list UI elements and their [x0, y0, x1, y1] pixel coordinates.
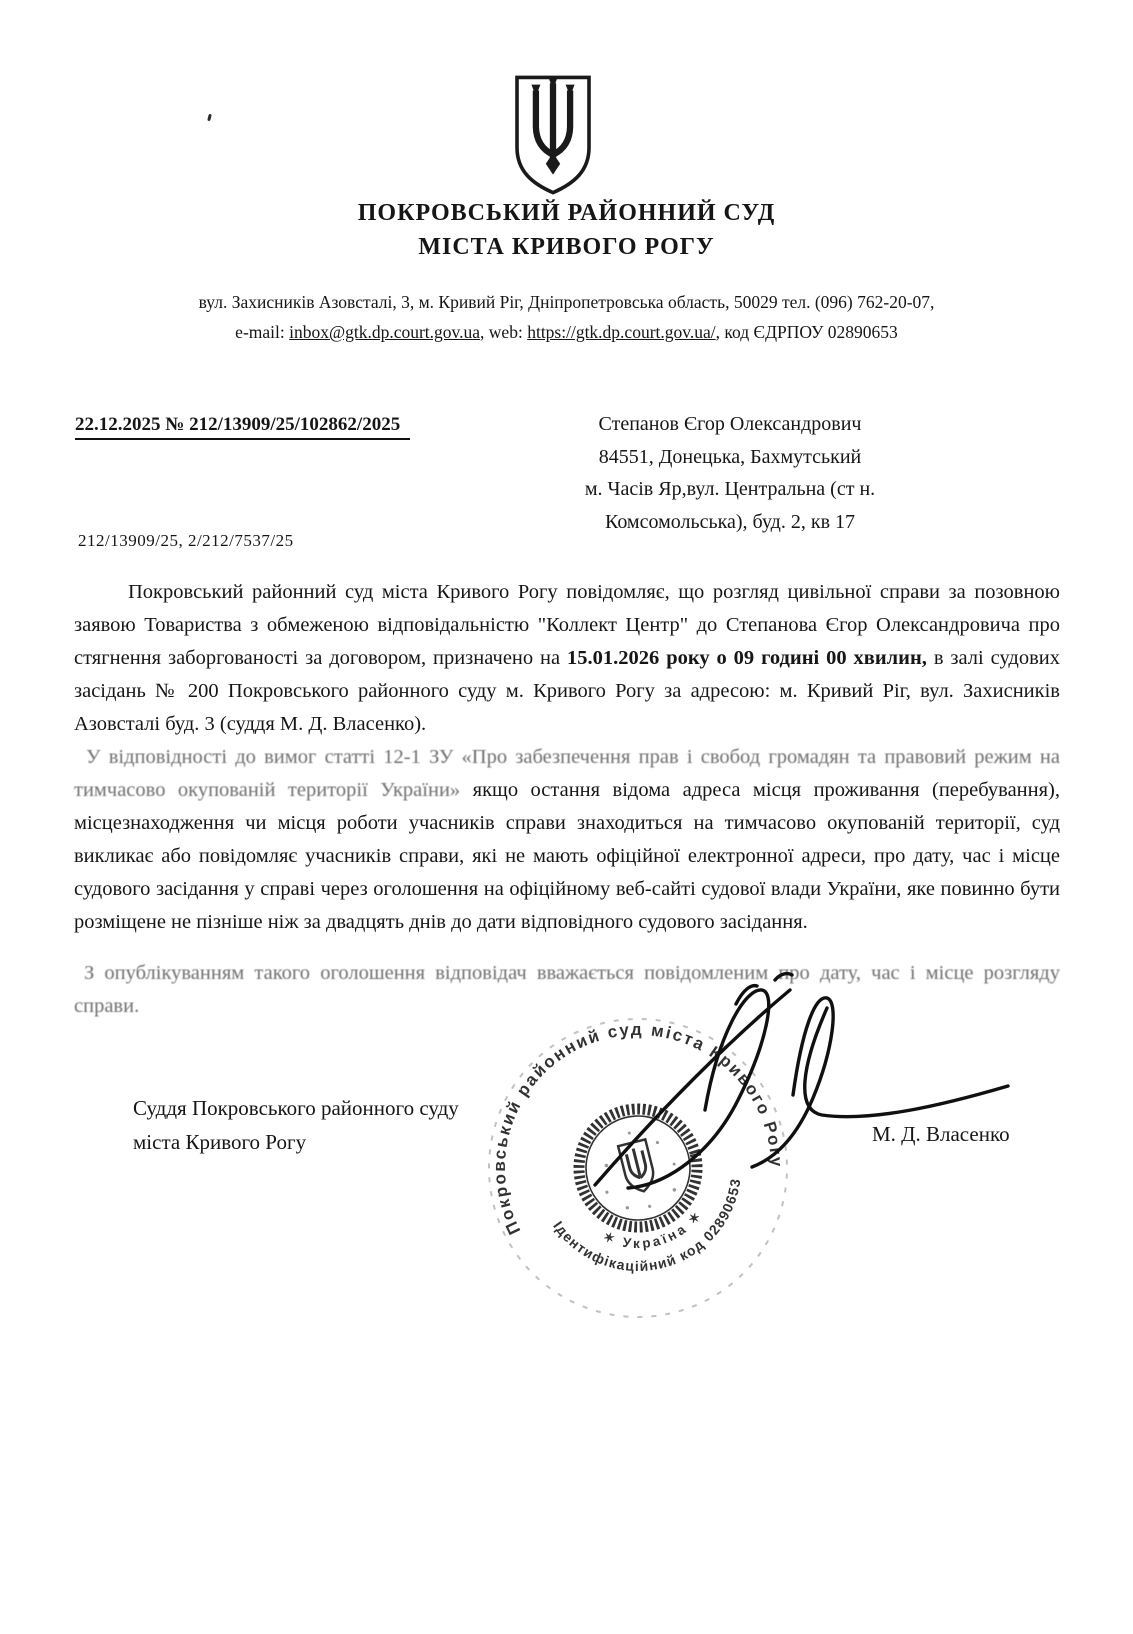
judge-title-line1: Суддя Покровського районного суду	[133, 1096, 459, 1120]
contacts-mid: , web:	[480, 322, 528, 342]
paragraph-occupied-territory	[74, 741, 1060, 939]
p1-rest: в залі судових засідань № 200 Покровського районного суду м. Кривого Рогу за адресою: м. Кривий Ріг, вул. Захисників Азовсталі буд. 3 (суддя М. Д. Власенко).	[74, 647, 1060, 735]
judge-name: М. Д. Власенко	[872, 1122, 1010, 1146]
letterhead-contacts	[0, 322, 1133, 343]
scan-artifact	[207, 114, 212, 122]
judge-signature-icon	[540, 960, 1040, 1215]
case-numbers: 212/13909/25, 2/212/7537/25	[78, 531, 294, 550]
contacts-prefix: e-mail:	[235, 322, 290, 342]
outgoing-reference: 22.12.2025 № 212/13909/25/102862/2025	[75, 414, 410, 440]
recipient-address-line3: Комсомольська), буд. 2, кв 17	[604, 510, 856, 533]
email-text: inbox@gtk.dp.court.gov.ua	[289, 322, 481, 342]
letter-body	[74, 576, 1060, 1023]
stamp-bottom-text: ✶ Україна ✶	[601, 1206, 706, 1252]
paragraph-publication-effect: З опублікуванням такого оголошення відповідач вважається повідомленим про дату, час і місце розгляду справи.	[74, 962, 1060, 1017]
recipient-block	[500, 408, 960, 538]
paragraph-hearing-notice	[74, 576, 1060, 741]
p1-lead: Покровський районний суд міста Кривого Рогу повідомляє, що розгляд цивільної справи за позовною заявою Товариства з обмеженою відповідальністю "Коллект Центр" до Степанова Єгор Олександровича про стягнення заборгованості за договором, призначено на	[74, 581, 1060, 669]
court-name-line1: ПОКРОВСЬКИЙ РАЙОННИЙ СУД	[357, 200, 776, 226]
recipient-name: Степанов Єгор Олександрович	[598, 413, 862, 435]
stamp-outer-text: Покровський районний суд міста Кривого Рогу	[489, 1019, 787, 1238]
recipient-address-line1: 84551, Донецька, Бахмутський	[598, 445, 862, 468]
court-name-line2: МІСТА КРИВОГО РОГУ	[418, 234, 715, 260]
p2-law-citation: У відповідності до вимог статті 12-1 ЗУ «Про забезпечення прав і свобод громадян та правовий режим на тимчасово окупованій території України»	[74, 746, 1060, 801]
p2-rest: якщо остання відома адреса місця проживання (перебування), місцезнаходження чи місця роботи учасників справи знаходиться на тимчасово окупованій території, суд викликає або повідомляє учасників справи, які не мають офіційної електронної адреси, про дату, час і місце судового засідання у справі через оголошення на офіційному веб-сайті судової влади України, яке повинно бути розміщене не пізніше ніж за двадцять днів до дати відповідного судового засідання.	[74, 779, 1060, 933]
ukraine-trident-icon	[508, 72, 598, 203]
p1-hearing-datetime: 15.01.2026 року о 09 годині 00 хвилин,	[567, 647, 927, 669]
judge-title-line2: міста Кривого Рогу	[133, 1130, 307, 1154]
stamp-inner-text: Ідентифікаційний код 02890653	[550, 1176, 744, 1275]
contacts-suffix: , код ЄДРПОУ 02890653	[715, 322, 898, 342]
recipient-address-line2: м. Часів Яр,вул. Центральна (ст н.	[584, 478, 876, 500]
website-text: https://gtk.dp.court.gov.ua/	[527, 322, 716, 342]
letterhead-address: вул. Захисників Азовсталі, 3, м. Кривий Ріг, Дніпропетровська область, 50029 тел. (096) 762-20-07,	[198, 292, 935, 312]
